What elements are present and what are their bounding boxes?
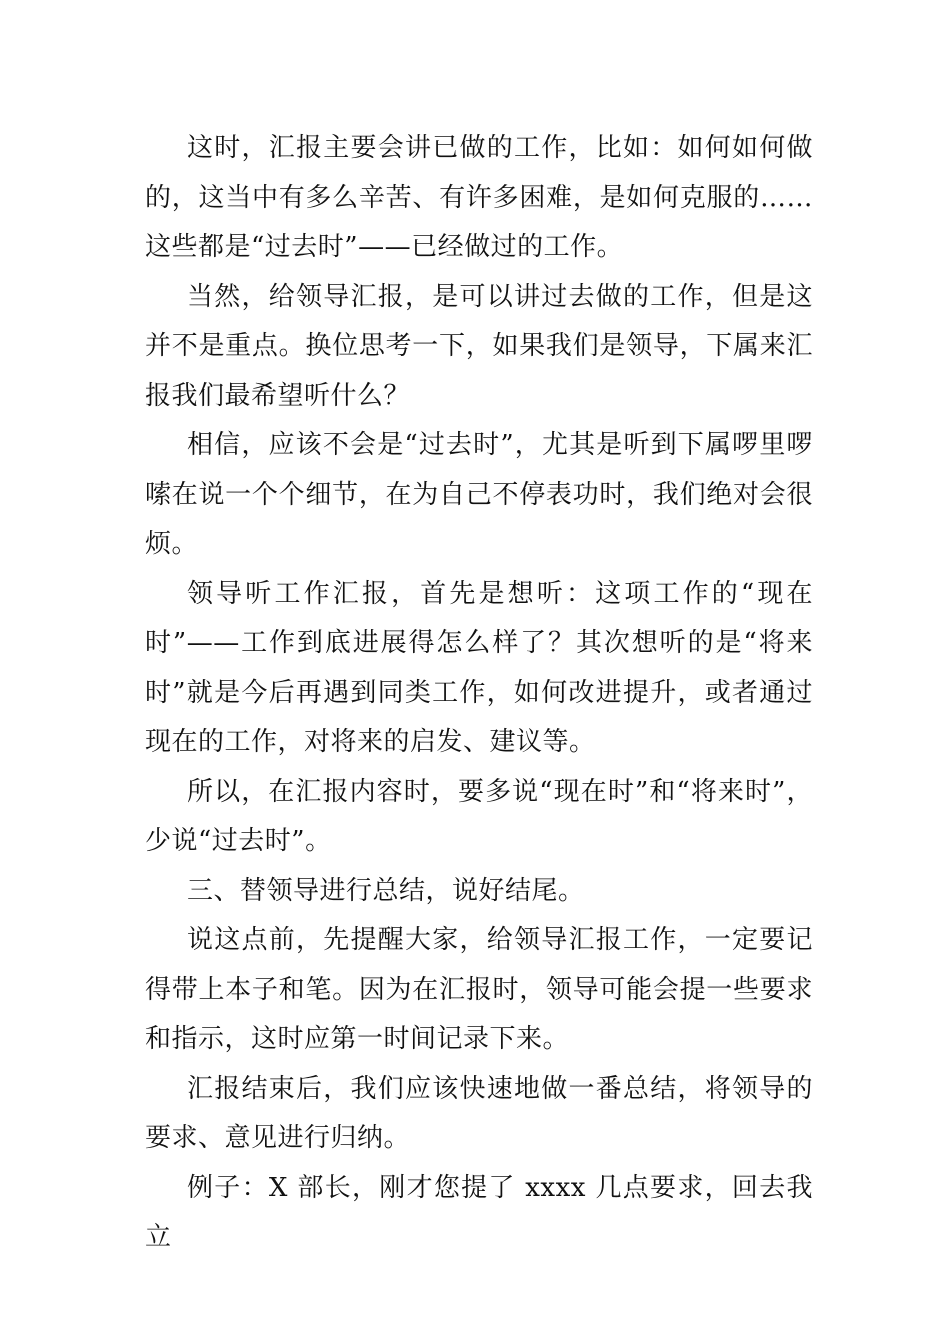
paragraph-say-more-present: 所以，在汇报内容时，要多说“现在时”和“将来时”，少说“过去时”。 <box>145 776 813 856</box>
paragraph-not-the-focus: 当然，给领导汇报，是可以讲过去做的工作，但是这并不是重点。换位思考一下，如果我们是领导，下属来汇报我们最希望听什么？ <box>145 281 813 411</box>
section-heading-summarize: 三、替领导进行总结，说好结尾。 <box>187 875 585 906</box>
paragraph-present-future-tense: 领导听工作汇报，首先是想听：这项工作的“现在时”——工作到底进展得怎么样了？其次想听的是“将来时”就是今后再遇到同类工作，如何改进提升，或者通过现在的工作，对将来的启发、建议等。 <box>145 578 813 757</box>
paragraph-example: 例子：X 部长，刚才您提了 xxxx 几点要求，回去我立 <box>145 1172 813 1252</box>
paragraph-quick-summary: 汇报结束后，我们应该快速地做一番总结，将领导的要求、意见进行归纳。 <box>145 1073 813 1153</box>
paragraph-bring-notebook: 说这点前，先提醒大家，给领导汇报工作，一定要记得带上本子和笔。因为在汇报时，领导可能会提一些要求和指示，这时应第一时间记录下来。 <box>145 925 813 1054</box>
document-body <box>145 124 813 1263</box>
paragraph-leader-annoyed: 相信，应该不会是“过去时”，尤其是听到下属啰里啰嗦在说一个个细节，在为自己不停表功时，我们绝对会很烦。 <box>145 430 813 559</box>
paragraph-past-tense-report: 这时，汇报主要会讲已做的工作，比如：如何如何做的，这当中有多么辛苦、有许多困难，是如何克服的……这些都是“过去时”——已经做过的工作。 <box>145 133 813 262</box>
